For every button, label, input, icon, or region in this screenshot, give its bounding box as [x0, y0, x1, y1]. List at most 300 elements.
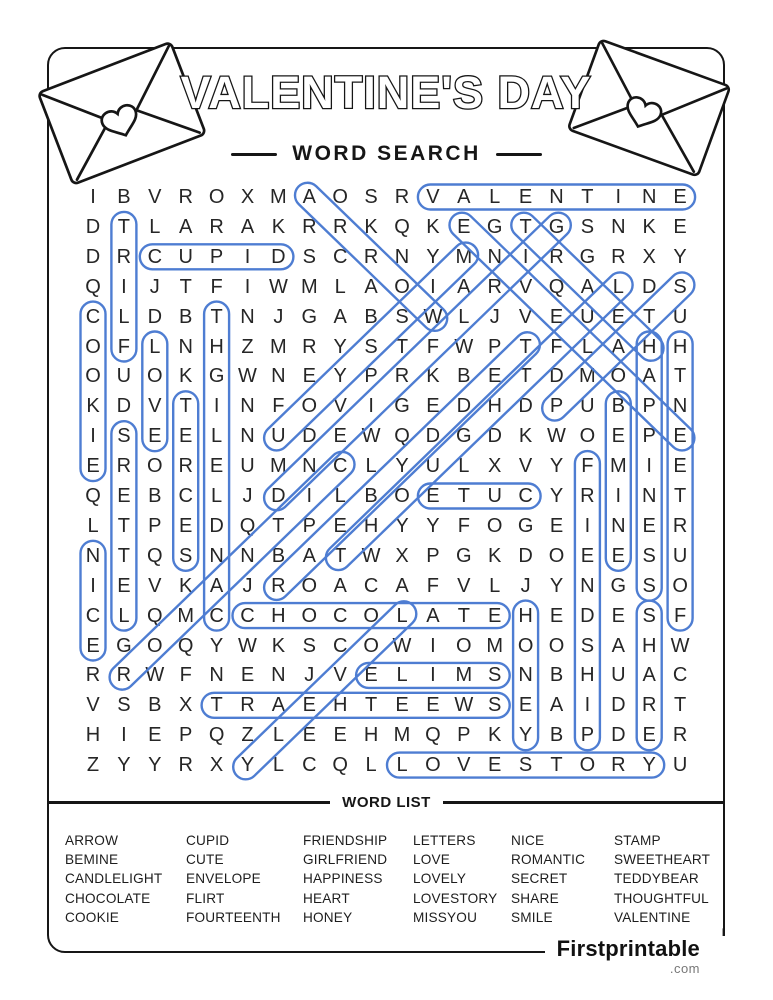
grid-letter: E	[179, 514, 193, 537]
grid-letter: C	[332, 604, 348, 627]
grid-letter: W	[268, 275, 288, 298]
grid-letter: E	[86, 634, 100, 657]
grid-letter: I	[368, 395, 374, 418]
grid-letter: M	[455, 664, 473, 687]
word-list-column	[186, 831, 303, 927]
grid-letter: E	[673, 455, 687, 478]
grid-letter: Q	[394, 425, 410, 448]
word-list-column	[65, 831, 186, 927]
grid-letter: G	[517, 514, 534, 537]
grid-letter: I	[244, 245, 251, 268]
word-list-item: CHOCOLATE	[65, 890, 151, 906]
grid-letter: Y	[518, 724, 533, 747]
grid-letter: C	[240, 604, 255, 627]
grid-letter: W	[238, 365, 257, 388]
word-list-item: MISSYOU	[413, 909, 478, 925]
grid-letter: I	[90, 574, 96, 597]
grid-letter: V	[518, 305, 533, 328]
grid-letter: A	[457, 186, 471, 208]
grid-letter: P	[302, 514, 316, 537]
word-list-item: ENVELOPE	[186, 871, 261, 887]
grid-letter: S	[179, 544, 193, 567]
grid-letter: I	[430, 664, 436, 687]
grid-letter: N	[209, 544, 224, 567]
grid-letter: V	[426, 186, 440, 208]
grid-letter: J	[242, 574, 253, 597]
grid-letter: H	[641, 335, 657, 358]
grid-letter: U	[425, 455, 441, 478]
grid-letter: A	[209, 574, 224, 597]
grid-letter: U	[672, 544, 688, 567]
grid-letter: L	[272, 754, 284, 777]
grid-letter: A	[333, 305, 347, 328]
grid-letter: E	[611, 425, 625, 448]
grid-letter: Y	[395, 514, 409, 537]
grid-letter: L	[458, 455, 470, 478]
grid-letter: N	[487, 245, 502, 268]
grid-letter: K	[179, 365, 193, 388]
grid-letter: J	[149, 275, 160, 298]
grid-letter: F	[272, 395, 285, 418]
grid-letter: O	[147, 455, 163, 478]
grid-letter: A	[457, 275, 471, 298]
grid-letter: X	[240, 186, 255, 208]
grid-letter: H	[209, 335, 224, 358]
grid-letter: E	[209, 455, 224, 478]
grid-letter: C	[178, 485, 193, 507]
grid-letter: A	[179, 215, 193, 238]
grid-letter: R	[394, 186, 410, 208]
grid-letter: R	[178, 186, 193, 208]
grid-letter: E	[240, 664, 255, 687]
grid-letter: I	[306, 485, 313, 507]
grid-letter: E	[333, 425, 347, 448]
grid-letter: R	[178, 754, 193, 777]
grid-letter: R	[672, 514, 688, 537]
grid-letter: D	[425, 425, 441, 448]
grid-letter: T	[210, 694, 223, 717]
grid-letter: I	[121, 275, 127, 298]
grid-letter: Q	[548, 275, 565, 298]
grid-letter: D	[209, 514, 224, 537]
grid-letter: N	[302, 455, 317, 478]
grid-letter: I	[522, 245, 529, 268]
grid-letter: O	[363, 604, 379, 627]
grid-letter: H	[487, 395, 502, 418]
grid-letter: I	[430, 275, 436, 298]
grid-letter: R	[332, 215, 348, 238]
grid-letter: N	[394, 245, 410, 268]
grid-letter: R	[178, 455, 193, 478]
grid-letter: Y	[549, 455, 564, 478]
word-list-item: LOVE	[413, 852, 451, 868]
grid-letter: L	[334, 275, 346, 298]
grid-letter: P	[364, 365, 378, 388]
grid-letter: N	[549, 186, 564, 208]
grid-letter: W	[361, 544, 381, 567]
grid-letter: X	[642, 245, 656, 268]
grid-letter: B	[148, 694, 162, 717]
grid-letter: B	[117, 186, 131, 208]
grid-letter: W	[454, 335, 474, 358]
grid-letter: C	[209, 604, 224, 627]
page-title-text: VALENTINE'S DAY	[180, 67, 592, 118]
grid-letter: I	[430, 634, 436, 657]
grid-letter: D	[116, 395, 132, 418]
grid-letter: F	[210, 275, 223, 298]
divider-line-left	[49, 801, 330, 804]
grid-letter: I	[90, 186, 96, 208]
word-list-item: NICE	[511, 833, 545, 848]
grid-letter: N	[611, 514, 626, 537]
grid-letter: C	[147, 245, 163, 268]
grid-letter: T	[117, 544, 130, 567]
grid-letter: G	[456, 425, 472, 448]
grid-letter: U	[240, 455, 255, 478]
grid-letter: O	[548, 544, 565, 567]
grid-letter: M	[579, 365, 596, 388]
grid-letter: K	[426, 215, 440, 238]
word-list-item: CANDLELIGHT	[65, 871, 163, 887]
grid-letter: C	[363, 574, 379, 597]
grid-letter: E	[611, 544, 625, 567]
grid-letter: O	[672, 574, 688, 597]
grid-letter: E	[426, 485, 440, 507]
word-list-item: LOVELY	[413, 871, 467, 887]
grid-letter: C	[518, 485, 533, 507]
grid-letter: B	[549, 724, 564, 747]
grid-letter: K	[518, 425, 533, 448]
grid-letter: D	[271, 485, 286, 507]
grid-letter: Y	[333, 335, 347, 358]
word-list-item: ARROW	[65, 833, 119, 848]
grid-letter: R	[240, 694, 255, 717]
grid-letter: Y	[673, 245, 687, 268]
grid-letter: K	[642, 215, 656, 238]
grid-letter: O	[301, 574, 318, 597]
grid-letter: W	[361, 425, 381, 448]
grid-letter: M	[609, 455, 627, 478]
grid-letter: L	[396, 754, 408, 777]
grid-letter: L	[365, 455, 377, 478]
grid-letter: A	[333, 574, 347, 597]
grid-letter: E	[549, 305, 564, 328]
grid-letter: Q	[177, 634, 194, 657]
grid-letter: N	[611, 215, 626, 238]
grid-letter: I	[121, 724, 127, 747]
grid-letter: S	[302, 634, 316, 657]
grid-letter: D	[456, 395, 472, 418]
grid-letter: T	[272, 514, 285, 537]
grid-letter: G	[610, 574, 627, 597]
grid-letter: B	[611, 395, 625, 418]
grid-letter: E	[333, 514, 347, 537]
grid-letter: L	[211, 485, 223, 507]
grid-letter: U	[178, 245, 193, 268]
grid-letter: X	[179, 694, 193, 717]
grid-letter: M	[177, 604, 195, 627]
grid-letter: D	[518, 395, 533, 418]
grid-letter: T	[210, 305, 223, 328]
grid-letter: T	[364, 694, 378, 717]
grid-letter: I	[584, 514, 591, 537]
word-list-item: FLIRT	[186, 890, 225, 906]
word-list-item: SMILE	[511, 909, 553, 925]
grid-letter: R	[549, 245, 564, 268]
grid-letter: P	[580, 724, 595, 747]
grid-letter: L	[211, 425, 223, 448]
grid-letter: S	[642, 604, 656, 627]
grid-letter: T	[673, 694, 687, 717]
grid-letter: D	[85, 245, 101, 268]
grid-letter: Y	[426, 245, 440, 268]
grid-letter: G	[116, 634, 132, 657]
grid-letter: I	[213, 395, 220, 418]
grid-letter: T	[395, 335, 409, 358]
grid-letter: M	[270, 455, 287, 478]
word-list-item: TEDDYBEAR	[614, 871, 699, 887]
grid-letter: R	[611, 754, 626, 777]
grid-letter: S	[580, 215, 595, 238]
grid-letter: D	[518, 544, 533, 567]
grid-letter: D	[641, 275, 657, 298]
grid-letter: O	[456, 634, 472, 657]
grid-letter: N	[518, 664, 533, 687]
grid-letter: I	[615, 485, 622, 507]
footer-domain: .com	[669, 961, 700, 976]
grid-letter: C	[332, 455, 348, 478]
grid-letter: R	[302, 335, 317, 358]
grid-letter: L	[458, 305, 470, 328]
grid-letter: M	[270, 186, 287, 208]
grid-letter: N	[672, 395, 688, 418]
grid-letter: T	[179, 395, 192, 418]
grid-letter: V	[333, 395, 347, 418]
grid-letter: R	[302, 215, 317, 238]
grid-letter: O	[85, 335, 101, 358]
grid-letter: M	[486, 634, 504, 657]
grid-letter: J	[520, 574, 531, 597]
grid-letter: S	[302, 245, 316, 268]
grid-letter: E	[333, 724, 347, 747]
grid-letter: S	[642, 544, 656, 567]
grid-letter: F	[581, 455, 594, 478]
grid-letter: S	[395, 305, 409, 328]
grid-letter: L	[149, 335, 161, 358]
word-list-item: FOURTEENTH	[186, 909, 281, 925]
grid-letter: H	[641, 634, 657, 657]
grid-letter: O	[610, 365, 627, 388]
grid-letter: N	[580, 574, 595, 597]
grid-letter: A	[642, 365, 656, 388]
grid-letter: C	[332, 634, 348, 657]
grid-letter: N	[271, 664, 286, 687]
grid-letter: H	[332, 694, 348, 717]
grid-letter: I	[615, 186, 622, 208]
grid-letter: R	[672, 724, 688, 747]
grid-letter: L	[272, 724, 284, 747]
word-list-item: ROMANTIC	[511, 852, 586, 868]
grid-letter: O	[147, 634, 163, 657]
grid-letter: E	[148, 724, 162, 747]
grid-letter: L	[334, 485, 346, 507]
grid-letter: E	[148, 425, 162, 448]
grid-letter: K	[271, 634, 286, 657]
grid-letter: A	[240, 215, 255, 238]
word-list-item: STAMP	[614, 833, 661, 848]
grid-letter: J	[489, 305, 500, 328]
word-list-divider	[49, 794, 724, 811]
grid-letter: O	[363, 634, 379, 657]
word-list-column	[303, 831, 413, 927]
grid-letter: B	[549, 664, 564, 687]
grid-letter: X	[395, 544, 409, 567]
word-list-column	[413, 831, 511, 927]
grid-letter: L	[87, 514, 99, 537]
grid-letter: P	[179, 724, 193, 747]
grid-letter: K	[86, 395, 100, 418]
grid-letter: A	[642, 664, 656, 687]
grid-letter: N	[641, 186, 657, 208]
grid-letter: R	[487, 275, 502, 298]
grid-letter: F	[426, 335, 439, 358]
grid-letter: K	[364, 215, 378, 238]
grid-letter: W	[670, 634, 690, 657]
grid-letter: P	[426, 544, 440, 567]
grid-letter: V	[457, 754, 471, 777]
grid-letter: U	[672, 305, 688, 328]
grid-letter: A	[395, 574, 409, 597]
grid-letter: F	[550, 335, 563, 358]
grid-letter: T	[457, 485, 470, 507]
grid-letter: Q	[147, 544, 163, 567]
grid-letter: E	[488, 604, 502, 627]
grid-letter: U	[580, 395, 595, 418]
grid-letter: D	[580, 604, 595, 627]
grid-letter: O	[147, 365, 163, 388]
grid-letter: M	[300, 275, 318, 298]
word-list-item: SWEETHEART	[614, 852, 711, 868]
grid-letter: B	[148, 485, 162, 507]
grid-letter: P	[642, 395, 656, 418]
grid-letter: D	[549, 365, 564, 388]
grid-letter: S	[488, 694, 502, 717]
grid-letter: G	[548, 215, 565, 238]
grid-letter: E	[302, 365, 316, 388]
subtitle-text: WORD SEARCH	[292, 142, 481, 165]
word-list-item: COOKIE	[65, 909, 120, 925]
grid-letter: N	[85, 544, 101, 567]
grid-letter: F	[457, 514, 470, 537]
grid-letter: T	[673, 365, 687, 388]
grid-letter: D	[302, 425, 317, 448]
grid-letter: S	[117, 694, 131, 717]
grid-letter: Q	[332, 754, 348, 777]
grid-letter: V	[148, 574, 162, 597]
grid-letter: J	[242, 485, 253, 507]
grid-letter: U	[487, 485, 502, 507]
divider-line-right	[443, 801, 724, 804]
grid-letter: B	[179, 305, 193, 328]
grid-letter: I	[244, 275, 251, 298]
grid-letter: R	[85, 664, 101, 687]
grid-letter: G	[394, 395, 410, 418]
word-list-item: HONEY	[303, 909, 353, 925]
grid-letter: T	[117, 215, 130, 238]
grid-letter: U	[271, 425, 286, 448]
grid-letter: E	[302, 724, 316, 747]
grid-letter: O	[548, 634, 565, 657]
grid-letter: M	[393, 724, 411, 747]
grid-letter: O	[425, 754, 441, 777]
grid-letter: Z	[241, 724, 254, 747]
grid-letter: D	[611, 724, 626, 747]
grid-letter: Y	[395, 455, 409, 478]
grid-letter: V	[86, 694, 100, 717]
grid-letter: G	[301, 305, 318, 328]
grid-letter: T	[519, 335, 532, 358]
grid-letter: Y	[549, 574, 564, 597]
grid-letter: E	[395, 694, 409, 717]
grid-letter: T	[643, 305, 656, 328]
grid-letter: E	[302, 694, 316, 717]
grid-letter: G	[208, 365, 225, 388]
grid-letter: K	[488, 544, 502, 567]
grid-letter: E	[426, 395, 440, 418]
grid-letter: D	[271, 245, 286, 268]
grid-letter: M	[455, 245, 473, 268]
grid-letter: E	[673, 425, 687, 448]
grid-letter: D	[611, 694, 626, 717]
grid-letter: O	[579, 425, 596, 448]
grid-letter: Q	[394, 215, 410, 238]
grid-letter: B	[364, 485, 378, 507]
grid-letter: Y	[117, 754, 131, 777]
grid-letter: R	[394, 365, 410, 388]
grid-letter: P	[642, 425, 656, 448]
word-list-column	[511, 831, 614, 927]
grid-letter: W	[392, 634, 412, 657]
grid-letter: N	[178, 335, 193, 358]
grid-letter: C	[332, 245, 348, 268]
grid-letter: E	[117, 485, 131, 507]
grid-letter: L	[118, 305, 130, 328]
grid-letter: Q	[85, 275, 101, 298]
grid-letter: L	[365, 754, 377, 777]
grid-letter: N	[271, 365, 286, 388]
grid-letter: X	[209, 754, 224, 777]
grid-letter: P	[457, 724, 471, 747]
grid-letter: L	[149, 215, 161, 238]
grid-letter: S	[117, 425, 131, 448]
grid-letter: R	[116, 455, 132, 478]
grid-letter: W	[423, 305, 443, 328]
grid-letter: E	[488, 365, 502, 388]
grid-letter: T	[117, 514, 130, 537]
grid-letter: B	[457, 365, 471, 388]
grid-letter: E	[642, 514, 656, 537]
grid-letter: S	[673, 275, 687, 298]
grid-letter: T	[519, 215, 532, 238]
grid-letter: W	[145, 664, 165, 687]
grid-letter: T	[581, 186, 594, 208]
grid-letter: C	[85, 604, 101, 627]
grid-letter: H	[580, 664, 595, 687]
grid-letter: N	[209, 664, 224, 687]
grid-letter: B	[364, 305, 378, 328]
grid-letter: H	[363, 514, 379, 537]
grid-letter: E	[179, 425, 193, 448]
